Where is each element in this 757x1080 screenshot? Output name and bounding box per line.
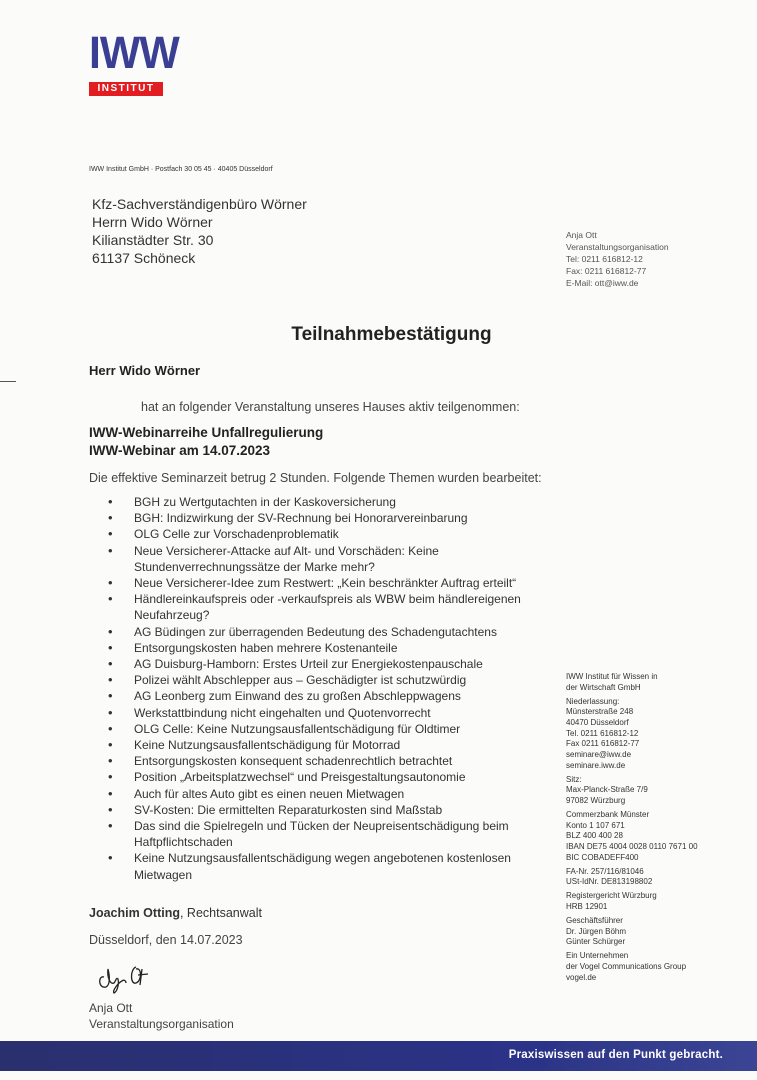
company-info-line: seminare@iww.de <box>566 750 632 760</box>
list-item: • AG Büdingen zur überragenden Bedeutung des Schadengutachtens <box>108 624 548 640</box>
company-info-line: Niederlassung: <box>566 696 620 706</box>
list-item: • Händlereinkaufspreis oder -verkaufspreis als WBW beim händlereigenen Neufahrzeug? <box>108 591 548 623</box>
seminar-summary: Die effektive Seminarzeit betrug 2 Stunden. Folgende Themen wurden bearbeitet: <box>89 471 542 485</box>
company-info-line: Max-Planck-Straße 7/9 <box>566 785 648 795</box>
contact-name: Anja Ott <box>566 230 597 240</box>
address-line-4: 61137 Schöneck <box>92 250 196 266</box>
company-info-line: BIC COBADEFF400 <box>566 852 639 862</box>
list-item: • Keine Nutzungsausfallentschädigung wegen angebotenen kostenlosen Mietwagen <box>108 850 548 882</box>
company-info-line: Commerzbank Münster <box>566 810 650 819</box>
company-info-line: Münsterstraße 248 <box>566 707 634 717</box>
iww-logo-wordmark: IWW <box>89 27 179 78</box>
address-line-2: Herrn Wido Wörner <box>92 214 213 230</box>
event-series-title: IWW-Webinarreihe Unfallregulierung <box>89 425 324 440</box>
list-item: • OLG Celle zur Vorschadenproblematik <box>108 526 548 542</box>
address-line-3: Kilianstädter Str. 30 <box>92 232 214 248</box>
company-info-line: Konto 1 107 671 <box>566 820 625 830</box>
company-info-line: seminare.iww.de <box>566 760 626 770</box>
company-info-line: IWW Institut für Wissen in <box>566 672 658 681</box>
list-item: • SV-Kosten: Die ermittelten Reparaturkosten sind Maßstab <box>108 802 548 818</box>
company-info-line: Registergericht Würzburg <box>566 891 657 901</box>
company-info-line: Ein Unternehmen <box>566 951 629 961</box>
company-info-group <box>566 916 756 948</box>
company-info-line: Fax 0211 616812-77 <box>566 739 640 749</box>
company-info-group <box>566 810 756 864</box>
event-webinar-date: IWW-Webinar am 14.07.2023 <box>89 443 271 458</box>
lecturer-line <box>89 906 262 920</box>
list-item: • OLG Celle: Keine Nutzungsausfallentschädigung für Oldtimer <box>108 721 548 737</box>
company-info-line: FA-Nr. 257/116/81046 <box>566 866 644 876</box>
company-info-group <box>566 891 756 912</box>
company-info-line: vogel.de <box>566 972 597 982</box>
iww-logo-institut-bar: INSTITUT <box>89 82 163 96</box>
list-item: • Entsorgungskosten haben mehrere Kostenanteile <box>108 640 548 656</box>
signatory-block <box>89 1000 234 1032</box>
address-line-1: Kfz-Sachverständigenbüro Wörner <box>92 196 307 212</box>
company-info-column <box>566 672 756 986</box>
footer-bar-accent <box>0 1041 560 1071</box>
company-info-group <box>566 775 756 807</box>
company-info-line: 97082 Würzburg <box>566 796 626 806</box>
list-item: • BGH: Indizwirkung der SV-Rechnung bei Honorarvereinbarung <box>108 510 548 526</box>
contact-phone: Tel: 0211 616812-12 <box>566 254 643 264</box>
contact-email: E-Mail: ott@iww.de <box>566 278 639 288</box>
footer-slogan: Praxiswissen auf den Punkt gebracht. <box>508 1049 723 1061</box>
list-item: • Das sind die Spielregeln und Tücken der Neupreisentschädigung beim Haftpflichtschaden <box>108 818 548 850</box>
company-info-line: Dr. Jürgen Böhm <box>566 926 627 936</box>
handwritten-signature <box>96 955 166 997</box>
intro-text: hat an folgender Veranstaltung unseres Hauses aktiv teilgenommen: <box>141 400 520 414</box>
lecturer-role: , Rechtsanwalt <box>179 906 262 920</box>
list-item: • Position „Arbeitsplatzwechsel“ und Preisgestaltungsautonomie <box>108 769 548 785</box>
contact-block <box>566 229 669 289</box>
list-item: • AG Leonberg zum Einwand des zu großen Abschleppwagens <box>108 688 548 704</box>
company-info-line: Sitz: <box>566 774 582 784</box>
lecturer-name: Joachim Otting <box>89 906 180 920</box>
contact-fax: Fax: 0211 616812-77 <box>566 266 647 276</box>
company-info-line: IBAN DE75 4004 0028 0110 7671 00 <box>566 842 698 852</box>
company-info-line: HRB 12901 <box>566 902 608 911</box>
list-item: • Werkstattbindung nicht eingehalten und Quotenvorrecht <box>108 705 548 721</box>
company-info-line: Tel. 0211 616812-12 <box>566 728 639 738</box>
list-item: • Keine Nutzungsausfallentschädigung für Motorrad <box>108 737 548 753</box>
company-info-group <box>566 867 756 888</box>
company-info-group <box>566 672 756 693</box>
topics-list <box>108 494 548 883</box>
participant-name: Herr Wido Wörner <box>89 363 201 378</box>
list-item: • AG Duisburg-Hamborn: Erstes Urteil zur Energiekostenpauschale <box>108 656 548 672</box>
company-info-line: der Vogel Communications Group <box>566 961 687 971</box>
company-info-line: USt-IdNr. DE813198802 <box>566 877 653 887</box>
signatory-role: Veranstaltungsorganisation <box>89 1017 234 1031</box>
document-title: Teilnahmebestätigung <box>291 324 492 345</box>
list-item: • Auch für altes Auto gibt es einen neuen Mietwagen <box>108 786 548 802</box>
company-info-line: BLZ 400 400 28 <box>566 831 623 841</box>
sender-line: IWW Institut GmbH · Postfach 30 05 45 · 40405 Düsseldorf <box>89 166 273 173</box>
company-info-line: Günter Schürger <box>566 937 626 947</box>
company-info-line: 40470 Düsseldorf <box>566 718 629 727</box>
signatory-name: Anja Ott <box>89 1001 133 1015</box>
list-item: • Neue Versicherer-Attacke auf Alt- und Vorschäden: Keine Stundenverrechnungssätze der Marke mehr? <box>108 543 548 575</box>
list-item: • Entsorgungskosten konsequent schadenrechtlich betrachtet <box>108 753 548 769</box>
list-item: • Neue Versicherer-Idee zum Restwert: „Kein beschränkter Auftrag erteilt“ <box>108 575 548 591</box>
company-info-line: Geschäftsführer <box>566 915 623 925</box>
fold-mark <box>0 381 16 382</box>
list-item: • BGH zu Wertgutachten in der Kaskoversicherung <box>108 494 548 510</box>
contact-role: Veranstaltungsorganisation <box>566 242 669 252</box>
list-item: • Polizei wählt Abschlepper aus – Geschädigter ist schutzwürdig <box>108 672 548 688</box>
company-info-group <box>566 951 756 983</box>
company-info-group <box>566 697 756 772</box>
place-date: Düsseldorf, den 14.07.2023 <box>89 933 243 947</box>
company-info-line: der Wirtschaft GmbH <box>566 682 641 692</box>
